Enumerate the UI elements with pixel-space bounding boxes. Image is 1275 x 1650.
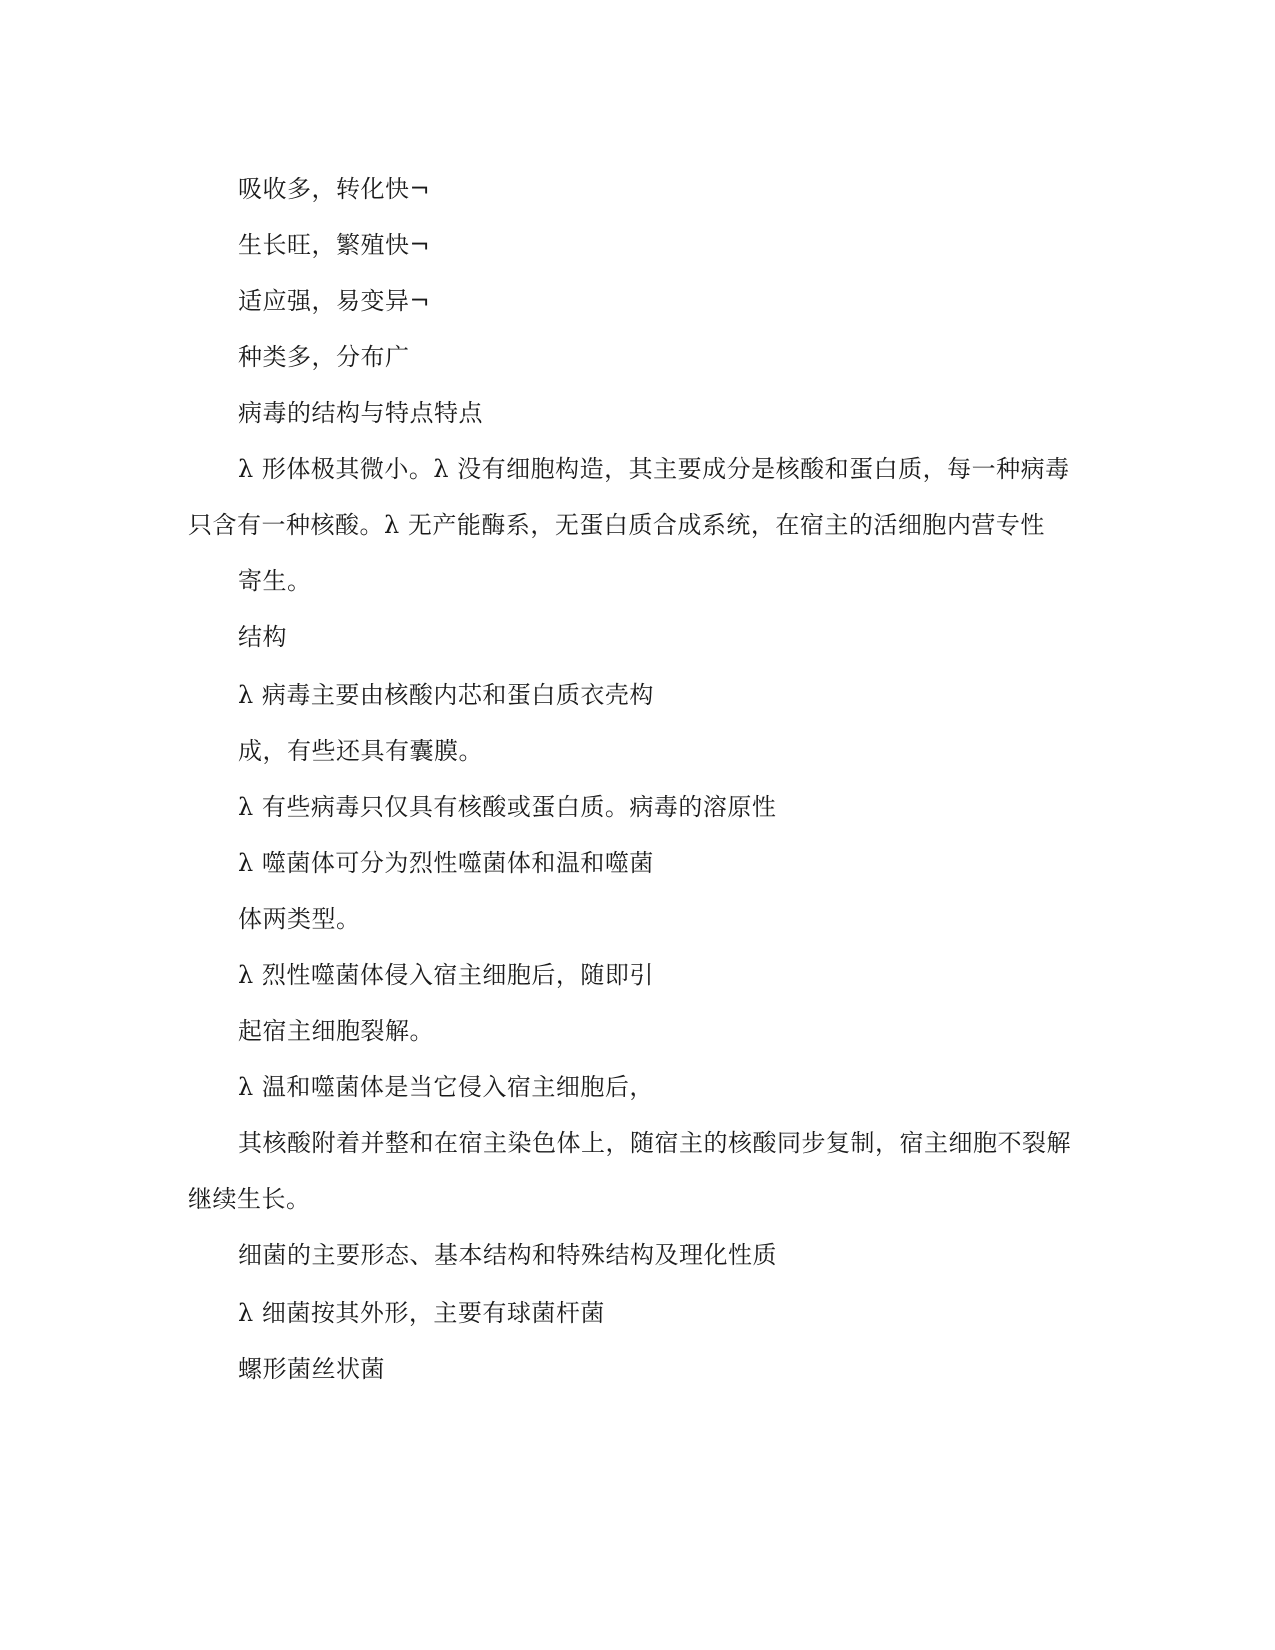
text-line: λ 温和噬菌体是当它侵入宿主细胞后，: [238, 1073, 654, 1101]
text-line: 其核酸附着并整和在宿主染色体上，随宿主的核酸同步复制，宿主细胞不裂解: [238, 1129, 1071, 1157]
text-line: 成，有些还具有囊膜。: [238, 737, 483, 765]
text-line: 生长旺，繁殖快¬: [238, 231, 431, 259]
text-line: 种类多，分布广: [238, 343, 410, 371]
section-heading: 结构: [238, 623, 287, 651]
text-line: 适应强，易变异¬: [238, 287, 431, 315]
text-line: 只含有一种核酸。λ 无产能酶系，无蛋白质合成系统，在宿主的活细胞内营专性: [188, 511, 1045, 539]
text-line: 寄生。: [238, 567, 312, 595]
text-line: λ 噬菌体可分为烈性噬菌体和温和噬菌: [238, 849, 654, 877]
text-line: λ 有些病毒只仅具有核酸或蛋白质。病毒的溶原性: [238, 793, 777, 821]
text-line: λ 病毒主要由核酸内芯和蛋白质衣壳构: [238, 681, 654, 709]
text-line: λ 细菌按其外形，主要有球菌杆菌: [238, 1299, 605, 1327]
section-heading: 细菌的主要形态、基本结构和特殊结构及理化性质: [238, 1241, 777, 1269]
text-line: 螺形菌丝状菌: [238, 1355, 385, 1383]
text-line: λ 烈性噬菌体侵入宿主细胞后，随即引: [238, 961, 654, 989]
text-line: 体两类型。: [238, 905, 361, 933]
section-heading: 病毒的结构与特点特点: [238, 399, 483, 427]
text-line: 起宿主细胞裂解。: [238, 1017, 434, 1045]
text-line: λ 形体极其微小。λ 没有细胞构造，其主要成分是核酸和蛋白质，每一种病毒: [238, 455, 1070, 483]
text-line: 吸收多，转化快¬: [238, 175, 431, 203]
text-line: 继续生长。: [188, 1185, 311, 1213]
